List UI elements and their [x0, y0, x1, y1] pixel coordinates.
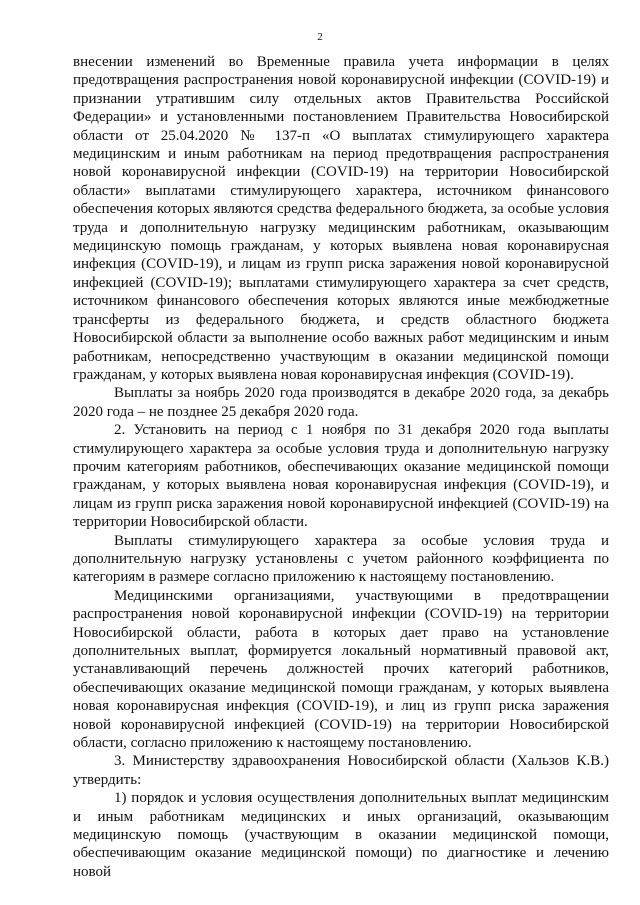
paragraph-continuation: внесении изменений во Временные правила учета информации в целях предотвращения распространения новой коронавирусной инфекции (COVID-19) и признании утратившим силу отдельных актов Правительства Российской Федерации» и установленными постановлением Правительства Новосибирской области от 25.04.2020 № 137-п «О выплатах стимулирующего характера медицинским и иным работникам на период предотвращения распространения новой коронавирусной инфекции (COVID-19) на территории Новосибирской области» выплатами стимулирующего характера, источником финансового обеспечения которых являются средства федерального бюджета, за особые условия труда и дополнительную нагрузку медицинским работникам, оказывающим медицинскую помощь гражданам, у которых выявлена новая коронавирусная инфекция (COVID-19), и лицам из групп риска заражения новой коронавирусной инфекцией (COVID-19); выплатами стимулирующего характера за счет средств, источником финансового обеспечения которых являются иные межбюджетные трансферты из федерального бюджета, и средств областного бюджета Новосибирской области за выполнение особо важных работ медицинским и иным работникам, непосредственно участвующим в оказании медицинской помощи гражданам, у которых выявлена новая коронавирусная инфекция (COVID-19). [73, 54, 609, 383]
paragraph-medical-organizations: Медицинскими организациями, участвующими в предотвращении распространения новой коронавирусной инфекции (COVID-19) на территории Новосибирской области, работа в которых дает право на установление дополнительных выплат, формируется локальный нормативный правовой акт, устанавливающий перечень должностей прочих категорий работников, обеспечивающих оказание медицинской помощи гражданам, у которых выявлена новая коронавирусная инфекция (COVID-19), и лиц из групп риска заражения новой коронавирусной инфекцией (COVID-19) на территории Новосибирской области, согласно приложению к настоящему постановлению. [73, 587, 609, 752]
paragraph-item-2: 2. Установить на период с 1 ноября по 31 декабря 2020 года выплаты стимулирующего характера за особые условия труда и дополнительную нагрузку прочим категориям работников, обеспечивающих оказание медицинской помощи гражданам, у которых выявлена новая коронавирусная инфекция (COVID-19), и лицам из групп риска заражения новой коронавирусной инфекцией (COVID-19) на территории Новосибирской области. [73, 422, 609, 531]
paragraph-payment-timing: Выплаты за ноябрь 2020 года производятся в декабре 2020 года, за декабрь 2020 года – не позднее 25 декабря 2020 года. [73, 385, 609, 420]
paragraph-item-3-1: 1) порядок и условия осуществления дополнительных выплат медицинским и иным работникам медицинских и иных организаций, оказывающим медицинскую помощь (участвующим в оказании медицинской помощи, обеспечивающим оказание медицинской помощи) по диагностике и лечению новой [73, 790, 609, 880]
page-number: 2 [317, 31, 323, 43]
paragraph-item-3: 3. Министерству здравоохранения Новосибирской области (Хальзов К.В.) утвердить: [73, 753, 609, 788]
paragraph-regional-coefficient: Выплаты стимулирующего характера за особые условия труда и дополнительную нагрузку установлены с учетом районного коэффициента по категориям в размере согласно приложению к настоящему постановлению. [73, 532, 609, 586]
document-body [73, 53, 609, 881]
